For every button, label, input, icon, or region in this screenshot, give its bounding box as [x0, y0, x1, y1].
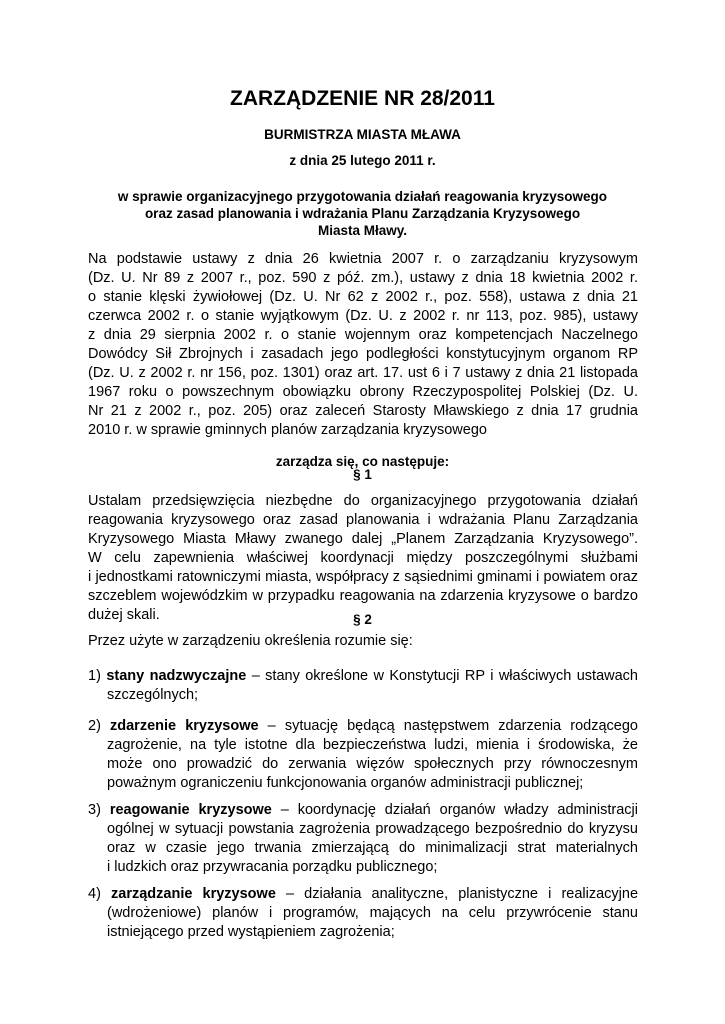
- definition-line: i ludzkich oraz przywracania porządku publicznego;: [107, 859, 438, 875]
- definition-item-first-line: [88, 717, 638, 736]
- definition-term: reagowanie kryzysowe: [109, 802, 272, 818]
- definition-line: poważnym ograniczeniu funkcjonowania organów administracji publicznej;: [107, 775, 584, 791]
- definition-text: – stany określone w Konstytucji RP i właściwych ustawach: [246, 668, 638, 684]
- definition-term: zdarzenie kryzysowe: [110, 718, 259, 734]
- definition-item-first-line: [88, 801, 638, 820]
- section-1-line: szczeblem wojewódzkim w przypadku reagowania na zdarzenia kryzysowe o bardzo: [88, 588, 638, 604]
- section-1-line: i jednostkami ratowniczymi miasta, współpracy z sąsiednimi gminami i powiatem oraz: [88, 569, 638, 585]
- preamble-line: Dowódcy Sił Zbrojnych i zasadach jego podległości konstytucyjnym organom RP: [88, 346, 638, 362]
- subject-line: oraz zasad planowania i wdrażania Planu Zarządzania Kryzysowego: [144, 206, 581, 221]
- definition-item-first-line: [88, 667, 638, 686]
- item-number: 1): [88, 668, 101, 684]
- section-1-line: reagowania kryzysowego oraz zasad planowania i wdrażania Planu Zarządzania: [88, 512, 638, 528]
- definition-line: istniejącego przed wystąpieniem zagrożenia;: [107, 924, 395, 940]
- section-1-line: Ustalam przedsięwzięcia niezbędne do organizacyjnego przygotowania działań: [88, 493, 638, 509]
- definition-item-first-line: [88, 885, 638, 904]
- subject-line: w sprawie organizacyjnego przygotowania działań reagowania kryzysowego: [117, 189, 608, 204]
- section-1-line: dużej skali.: [88, 607, 160, 623]
- preamble-line: (Dz. U. z 2002 r. nr 156, poz. 1301) oraz art. 17. ust 6 i 7 ustawy z dnia 21 listopada: [88, 365, 638, 381]
- definition-line: ogólnej w sytuacji powstania zagrożenia prowadzącego bezpośrednio do kryzysu: [107, 821, 638, 837]
- definition-line: szczególnych;: [107, 687, 199, 703]
- item-number: 2): [88, 718, 101, 734]
- preamble-line: (Dz. U. Nr 89 z 2007 r., poz. 590 z póź. zm.), ustawy z dnia 18 kwietnia 2002 r.: [88, 270, 638, 286]
- section-1-line: Kryzysowego Miasta Mławy zwanego dalej „Planem Zarządzania Kryzysowego”.: [88, 531, 638, 547]
- section-1-line: W celu zapewnienia właściwej koordynacji między poszczególnymi służbami: [88, 550, 638, 566]
- preamble-line: 1967 roku o powszechnym obowiązku obrony Rzeczypospolitej Polskiej (Dz. U.: [88, 384, 638, 400]
- ordinance-title: ZARZĄDZENIE NR 28/2011: [230, 87, 495, 110]
- preamble-line: Nr 21 z 2002 r., poz. 205) oraz zaleceń Starosty Mławskiego z dnia 17 grudnia: [88, 403, 638, 419]
- definition-line: zagrożenie, na tyle istotne dla bezpieczeństwa ludzi, mienia i środowiska, że: [107, 737, 638, 753]
- item-number: 4): [88, 886, 101, 902]
- decree-heading: zarządza się, co następuje:: [275, 454, 450, 469]
- preamble-line: Na podstawie ustawy z dnia 26 kwietnia 2007 r. o zarządzaniu kryzysowym: [88, 251, 638, 267]
- definition-line: (wdrożeniowe) planów i programów, mających na celu przywrócenie stanu: [107, 905, 638, 921]
- section-2-intro: Przez użyte w zarządzeniu określenia rozumie się:: [88, 633, 413, 649]
- definition-text: – działania analityczne, planistyczne i realizacyjne: [275, 886, 639, 902]
- preamble-line: z dnia 29 sierpnia 2002 r. o stanie wojennym oraz kompetencjach Naczelnego: [88, 327, 638, 343]
- issuer-line: BURMISTRZA MIASTA MŁAWA: [264, 127, 461, 142]
- definition-text: – koordynację działań organów władzy administracji: [271, 802, 638, 818]
- definition-text: – sytuację będącą następstwem zdarzenia rodzącego: [258, 718, 638, 734]
- preamble-line: 2010 r. w sprawie gminnych planów zarządzania kryzysowego: [88, 422, 487, 438]
- section-1-heading: § 1: [353, 467, 372, 482]
- item-number: 3): [88, 802, 101, 818]
- definition-line: może ono prowadzić do zerwania więzów społecznych przy równoczesnym: [107, 756, 638, 772]
- preamble-line: o stanie klęski żywiołowej (Dz. U. Nr 62 z 2002 r., poz. 558), ustawa z dnia 21: [88, 289, 638, 305]
- preamble-line: czerwca 2002 r. o stanie wyjątkowym (Dz. U. z 2002 r. nr 113, poz. 985), ustawy: [88, 308, 638, 324]
- definition-term: zarządzanie kryzysowe: [111, 886, 276, 902]
- section-2-heading: § 2: [353, 612, 372, 627]
- definition-line: oraz w czasie jego trwania zmierzającą do minimalizacji strat materialnych: [107, 840, 638, 856]
- subject-line: Miasta Mławy.: [317, 223, 408, 238]
- definition-term: stany nadzwyczajne: [106, 668, 247, 684]
- date-line: z dnia 25 lutego 2011 r.: [289, 153, 436, 168]
